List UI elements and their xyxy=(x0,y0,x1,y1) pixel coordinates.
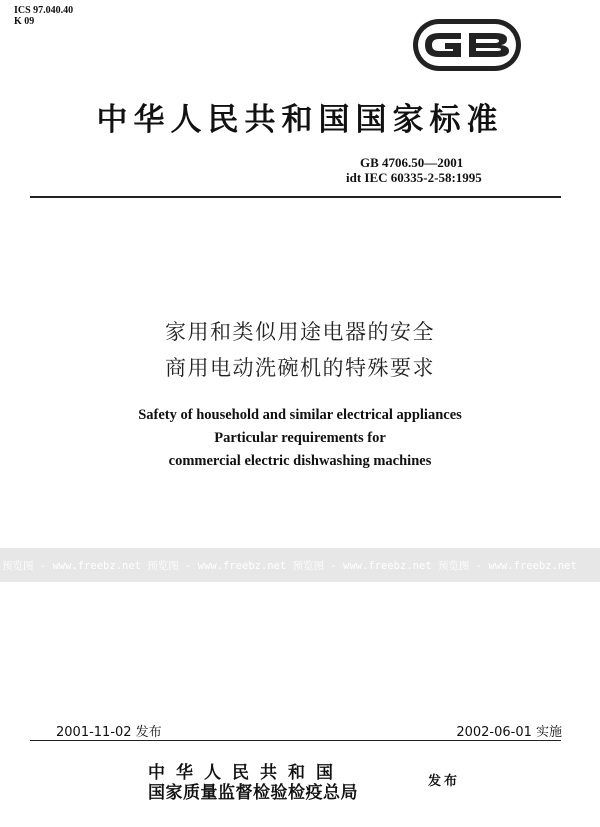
issuer-country: 中华人民共和国 xyxy=(148,763,344,783)
footer-divider xyxy=(30,740,561,741)
header-divider xyxy=(30,196,561,198)
national-standard-title: 中华人民共和国国家标准 xyxy=(96,102,504,138)
english-title-line-2: Particular requirements for xyxy=(214,430,386,446)
english-title-line-3: commercial electric dishwashing machines xyxy=(168,453,432,469)
ics-code: ICS 97.040.40 xyxy=(14,5,74,16)
publish-label: 发布 xyxy=(428,774,461,789)
standard-code-block xyxy=(346,155,482,185)
issuer-agency: 国家质量监督检验检疫总局 xyxy=(148,783,358,803)
ccs-code: K 09 xyxy=(14,16,35,27)
iec-equivalence: idt IEC 60335-2-58:1995 xyxy=(346,170,482,185)
gb-standard-number: GB 4706.50—2001 xyxy=(360,155,464,170)
chinese-title-line-2: 商用电动洗碗机的特殊要求 xyxy=(165,356,435,380)
watermark-text: 预览图 - www.freebz.net 预览图 - www.freebz.net 预览图 - www.freebz.net 预览图 - www.freebz.net xyxy=(2,560,577,572)
gb-logo xyxy=(411,15,523,75)
issue-date: 2001-11-02 发布 xyxy=(56,725,162,740)
english-title-line-1: Safety of household and similar electrical appliances xyxy=(138,407,462,423)
classification-codes xyxy=(14,5,73,27)
watermark-band xyxy=(0,548,600,582)
chinese-title-line-1: 家用和类似用途电器的安全 xyxy=(165,320,435,344)
implementation-date: 2002-06-01 实施 xyxy=(456,725,562,740)
